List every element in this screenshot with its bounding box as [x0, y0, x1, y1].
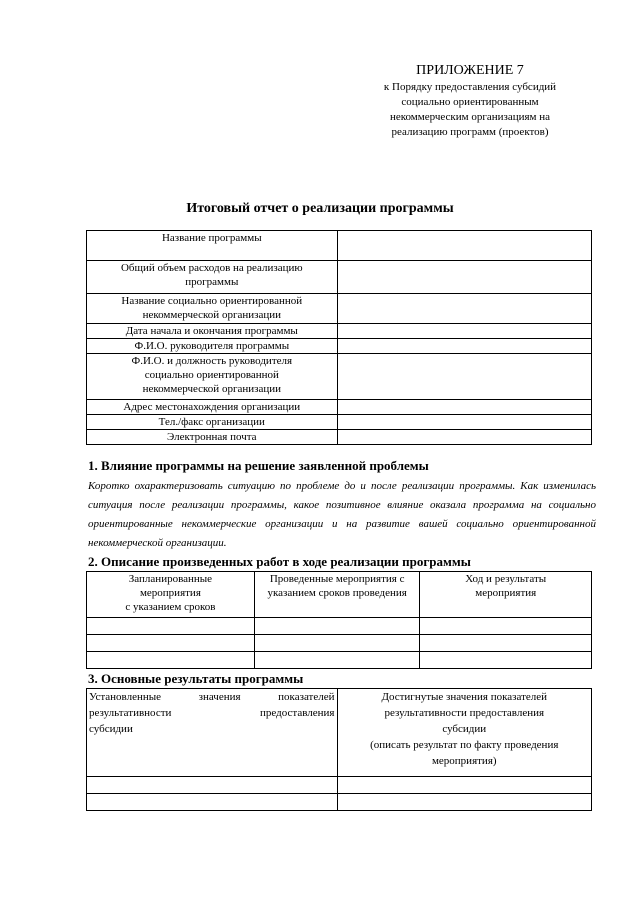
section1-description: Коротко охарактеризовать ситуацию по проблеме до и после реализации программы. Как изменилась ситуация после реализации программы, какое позитивное влияние оказала программа на социально ориентированные некоммерческие организации и на развитие вашей социально ориентированной некоммерческой организации. [88, 480, 596, 549]
works-cell[interactable] [87, 652, 255, 669]
page-title: Итоговый отчет о реализации программы [186, 201, 454, 216]
section2-heading: 2. Описание произведенных работ в ходе реализации программы [88, 554, 471, 569]
works-col-header: Проведенные мероприятия с указанием сроков проведения [254, 572, 420, 618]
appendix-heading: ПРИЛОЖЕНИЕ 7 [416, 63, 524, 78]
appendix-line: реализацию программ (проектов) [391, 126, 549, 138]
info-label: Дата начала и окончания программы [87, 324, 338, 339]
results-cell[interactable] [87, 794, 338, 811]
info-value-cell[interactable] [337, 354, 591, 400]
info-label: Адрес местонахождения организации [87, 400, 338, 415]
works-cell[interactable] [420, 652, 592, 669]
results-col-header: Достигнутые значения показателей результативности предоставления субсидии (описать результат по факту проведения мероприятия) [337, 689, 592, 777]
results-col-header: Установленные значения показателей результативности предоставления субсидии [87, 689, 338, 777]
info-value-cell[interactable] [337, 415, 591, 430]
info-value-cell[interactable] [337, 261, 591, 294]
info-label: Ф.И.О. руководителя программы [87, 339, 338, 354]
info-value-cell[interactable] [337, 324, 591, 339]
appendix-line: к Порядку предоставления субсидий [383, 81, 557, 93]
program-info-table [86, 230, 592, 445]
info-value-cell[interactable] [337, 294, 591, 324]
section3-heading: 3. Основные результаты программы [88, 671, 304, 686]
works-cell[interactable] [87, 618, 255, 635]
info-value-cell[interactable] [337, 231, 591, 261]
works-cell[interactable] [420, 635, 592, 652]
info-value-cell[interactable] [337, 400, 591, 415]
appendix-line: социально ориентированным [401, 96, 539, 108]
appendix-line: некоммерческим организациям на [389, 111, 551, 123]
section1-heading: 1. Влияние программы на решение заявленной проблемы [88, 458, 429, 473]
info-label: Общий объем расходов на реализацию программы [87, 261, 338, 294]
info-label: Ф.И.О. и должность руководителя социально ориентированной некоммерческой организации [87, 354, 338, 400]
works-cell[interactable] [254, 652, 420, 669]
results-cell[interactable] [337, 777, 592, 794]
works-col-header: Ход и результаты мероприятия [420, 572, 592, 618]
works-cell[interactable] [87, 635, 255, 652]
results-table [86, 688, 592, 811]
info-label: Электронная почта [87, 430, 338, 445]
info-label: Название программы [87, 231, 338, 261]
works-cell[interactable] [254, 635, 420, 652]
works-cell[interactable] [254, 618, 420, 635]
works-table [86, 571, 592, 669]
results-cell[interactable] [87, 777, 338, 794]
info-label: Название социально ориентированной некоммерческой организации [87, 294, 338, 324]
appendix-block [360, 62, 580, 140]
works-cell[interactable] [420, 618, 592, 635]
works-col-header: Запланированные мероприятия с указанием сроков [87, 572, 255, 618]
info-value-cell[interactable] [337, 430, 591, 445]
info-label: Тел./факс организации [87, 415, 338, 430]
results-cell[interactable] [337, 794, 592, 811]
info-value-cell[interactable] [337, 339, 591, 354]
